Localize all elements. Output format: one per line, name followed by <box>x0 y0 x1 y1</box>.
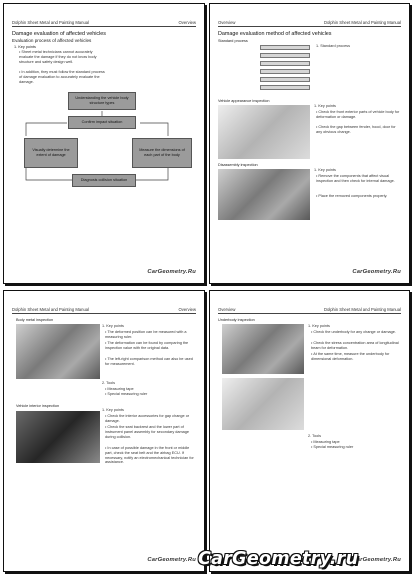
flow-step-diagnose: Diagnosis collision situation <box>72 174 136 187</box>
footer-logo: CarGeometry.Ru <box>352 269 401 275</box>
section-label: Underbody inspection <box>218 318 255 322</box>
key-point: • The deformation can be found by comparing the inspection value with the original data. <box>105 341 189 350</box>
section-label: Disassembly inspection <box>218 163 258 167</box>
photo-underbody-1 <box>222 324 304 374</box>
flow-step-confirm: Confirm impact situation <box>68 116 136 129</box>
page-header <box>12 305 196 314</box>
key-point: • Check the gap between fender, hood, door for any obvious change. <box>316 125 396 134</box>
section-key: 1. Key points <box>314 104 336 108</box>
header-left: Dolphin Sheet Metal and Painting Manual <box>12 20 90 25</box>
process-step <box>260 85 310 90</box>
page-4 <box>209 290 410 572</box>
key-point: • Check the stress concentration area of longitudinal beam for deformation. <box>311 341 399 350</box>
key-points-label: 1. Key points <box>14 45 36 49</box>
page-header <box>218 305 401 314</box>
footer-logo: CarGeometry.Ru <box>352 557 401 563</box>
page-header <box>12 18 196 27</box>
page-1 <box>3 3 205 284</box>
header-left: Overview <box>218 307 236 312</box>
header-left: Overview <box>218 20 236 25</box>
header-right: Overview <box>178 307 196 312</box>
section-label: Vehicle appearance inspection <box>218 99 270 103</box>
page-3 <box>3 290 205 572</box>
header-right: Dolphin Sheet Metal and Painting Manual <box>323 307 401 312</box>
section-label: Body metal inspection <box>16 318 54 322</box>
key-point: • Check the front exterior parts of vehicle body for deformation or damage. <box>316 110 400 119</box>
photo-disassembly-inspection <box>218 169 310 220</box>
section-key: 1. Key points <box>102 324 124 328</box>
key-point: • Place the removed components properly. <box>316 194 388 198</box>
tool-item: • Measuring tape <box>311 440 340 444</box>
key-point: • Check the seat backrest and the lower part of instrument panel assembly for secondary damage during collision. <box>105 425 189 439</box>
key-point: • Remove the components that affect visual inspection and then check for internal damage. <box>316 174 395 183</box>
process-step <box>260 53 310 58</box>
tools-label: 2. Tools <box>308 434 322 438</box>
photo-underbody-2 <box>222 378 304 430</box>
header-right: Overview <box>178 20 196 25</box>
section-label: Vehicle interior inspection <box>16 404 60 408</box>
page-title: Damage evaluation method of affected vehicles <box>218 31 332 37</box>
flow-step-measure: Measure the dimensions of each part of the body <box>132 138 192 168</box>
header-right: Dolphin Sheet Metal and Painting Manual <box>323 20 401 25</box>
section-key: 1. Key points <box>314 168 336 172</box>
brand-watermark: CarGeometry.ru <box>198 549 359 569</box>
flow-step-visual: Visually determine the extent of damage <box>24 138 78 168</box>
page-header <box>218 18 401 27</box>
photo-body-metal-inspection <box>16 324 100 379</box>
process-step <box>260 77 310 82</box>
footer-logo: CarGeometry.Ru <box>147 269 196 275</box>
key-point: • Check the underbody for any change or damage. <box>311 330 396 334</box>
tool-item: • Special measuring ruler <box>311 445 354 449</box>
key-point: • At the same time, measure the underbody for dimensional deformation. <box>311 352 390 361</box>
key-point: • The left-right comparison method can also be used for measurement. <box>105 357 193 366</box>
footer-logo: CarGeometry.Ru <box>147 557 196 563</box>
tool-item: • Measuring tape <box>105 387 134 391</box>
section-key: 1. Standard process <box>316 44 350 48</box>
key-point: • Sheet metal technicians cannot accurately evaluate the damage if they do not know body structure and safety design well. <box>19 50 97 64</box>
process-step <box>260 69 310 74</box>
page-title: Damage evaluation of affected vehicles <box>12 31 106 37</box>
process-step <box>260 45 310 50</box>
tool-item: • Special measuring ruler <box>105 392 148 396</box>
process-step <box>260 61 310 66</box>
tools-label: 2. Tools <box>102 381 116 385</box>
section-key: 1. Key points <box>102 408 124 412</box>
header-left: Dolphin Sheet Metal and Painting Manual <box>12 307 90 312</box>
key-point: • In case of possible damage in the front or middle part, check the seat belt and the airbag ECU. If necessary, notify an electromechanical technician for assistance. <box>105 446 194 465</box>
flow-diagram <box>12 88 198 198</box>
key-point: • In addition, they must follow the standard process of damage evaluation to accurately evaluate the damage. <box>19 70 105 84</box>
flow-step-understand: Understanding the vehicle body structure types <box>68 92 136 110</box>
page-2 <box>209 3 410 284</box>
photo-appearance-inspection <box>218 105 310 159</box>
page-subtitle: Evaluation process of affected vehicles <box>12 38 92 43</box>
section-label: Standard process <box>218 39 248 43</box>
photo-interior-inspection <box>16 411 100 463</box>
key-point: • Check the interior accessories for gap change or damage. <box>105 414 190 423</box>
section-key: 1. Key points <box>308 324 330 328</box>
key-point: • The deformed position can be measured with a measuring ruler. <box>105 330 187 339</box>
